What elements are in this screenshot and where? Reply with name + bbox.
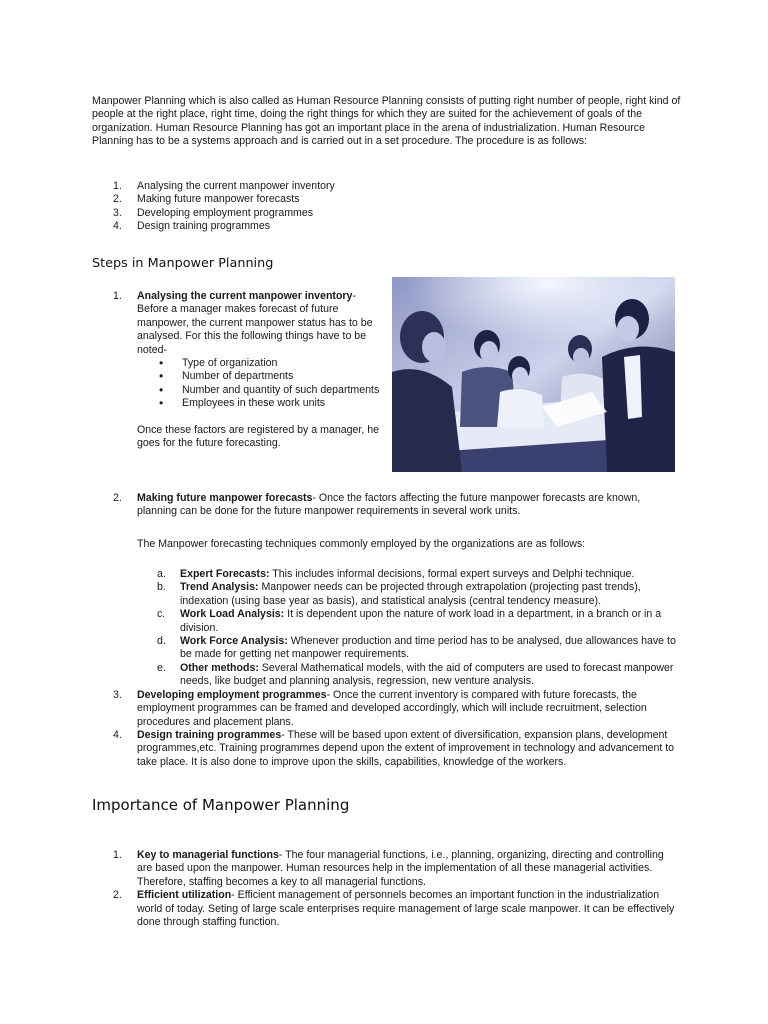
- importance-text: - The four managerial functions, i.e., planning, organizing, directing and controlling are based upon the manpower. Human resources help in the implementation of all these managerial activities. Therefore, staffing becomes a key to all managerial functions.: [137, 849, 664, 888]
- list-number: 3.: [113, 206, 122, 219]
- step-closing: Once these factors are registered by a manager, he goes for the future forecasting.: [137, 423, 380, 450]
- step-employment: [113, 689, 678, 729]
- technique-title: Trend Analysis:: [180, 581, 259, 594]
- heading-importance: Importance of Manpower Planning: [92, 796, 350, 814]
- list-number: 1.: [113, 180, 122, 192]
- list-letter: e.: [157, 661, 166, 674]
- list-item: [92, 220, 335, 233]
- step-row: [113, 689, 678, 729]
- importance-title: Efficient utilization: [137, 889, 232, 902]
- step-number: 2.: [113, 492, 122, 504]
- intro-paragraph: Manpower Planning which is also called as Human Resource Planning consists of putting right number of people, right kind of people at the right place, right time, doing the right things for which they are suited for the achievement of goals of the organization. Human Resource Planning has got an important place in the arena of industrialization. Human Resource Planning has to be a systems approach and is carried out in a set procedure. The procedure is as follows:: [92, 95, 681, 148]
- list-item: [157, 608, 677, 635]
- technique-title: Work Force Analysis:: [180, 635, 288, 648]
- step-title: Design training programmes: [137, 729, 282, 741]
- techniques-list: [157, 568, 677, 689]
- technique-text: It is dependent upon the nature of work load in a department, in a branch or in a division.: [180, 608, 662, 634]
- step-training: [113, 729, 678, 769]
- list-item: • Number and quantity of such departments: [159, 384, 383, 397]
- technique-text: Manpower needs can be projected through extrapolation (projecting past trends), indexation (using base year as basis), and statistical analysis (central tendency measure).: [180, 581, 641, 607]
- factor-bullet-list: [159, 357, 383, 411]
- list-item: [157, 635, 677, 662]
- list-letter: b.: [157, 581, 166, 594]
- list-item: [92, 193, 335, 206]
- list-item: • Type of organization: [159, 357, 383, 370]
- step-paragraph: [137, 492, 678, 519]
- step-number: 3.: [113, 689, 122, 701]
- list-item: [113, 849, 678, 889]
- step-row: [113, 492, 678, 519]
- photo-illustration: [392, 277, 675, 472]
- step-paragraph: [137, 729, 678, 769]
- list-item: [113, 889, 678, 929]
- list-letter: c.: [157, 608, 166, 621]
- importance-list: [113, 849, 678, 929]
- list-number: 2.: [113, 889, 122, 902]
- list-item: • Employees in these work units: [159, 397, 383, 410]
- technique-title: Expert Forecasts:: [180, 568, 270, 580]
- list-item: [157, 662, 677, 689]
- business-meeting-photo: [392, 277, 675, 472]
- step-title: Making future manpower forecasts: [137, 492, 313, 504]
- list-letter: a.: [157, 568, 166, 580]
- step-text: - Once the factors affecting the future manpower forecasts are known, planning can be done for the future manpower requirements in several work units.: [137, 492, 641, 518]
- step-forecasts: [113, 492, 678, 519]
- heading-steps: Steps in Manpower Planning: [92, 256, 274, 271]
- list-text: Analysing the current manpower inventory: [137, 180, 335, 192]
- list-item: [157, 581, 677, 608]
- step-row: [113, 729, 678, 769]
- list-text: Developing employment programmes: [137, 206, 314, 219]
- importance-paragraph: [137, 849, 678, 889]
- list-item: [92, 207, 335, 220]
- step-number: 4.: [113, 729, 122, 741]
- list-item: [157, 568, 677, 581]
- importance-text: - Efficient management of personnels becomes an important function in the industrialization world of today. Seting of large scale enterprises require management of large scale manpower. It can be effectively done through staffing function.: [137, 889, 675, 929]
- step-title: Analysing the current manpower inventory: [137, 290, 353, 302]
- technique-title: Work Load Analysis:: [180, 608, 285, 621]
- procedure-list: [92, 180, 335, 234]
- list-number: 4.: [113, 220, 122, 233]
- list-number: 1.: [113, 849, 122, 861]
- importance-title: Key to managerial functions: [137, 849, 279, 861]
- technique-text: Whenever production and time period has to be analysed, due allowances have to be made for getting net manpower requirements.: [180, 635, 676, 661]
- technique-text: Several Mathematical models, with the aid of computers are used to forecast manpower needs, like budget and planning analysis, regression, new venture analysis.: [180, 661, 674, 688]
- list-text: Design training programmes: [137, 220, 271, 233]
- step-title: Developing employment programmes: [137, 689, 327, 701]
- step-analysing: [113, 290, 383, 450]
- list-item: [92, 180, 335, 193]
- technique-title: Other methods:: [180, 661, 259, 674]
- step-number: 1.: [113, 290, 122, 302]
- importance-paragraph: [137, 889, 678, 929]
- step-paragraph: [137, 689, 678, 729]
- step-text: - These will be based upon extent of diversification, expansion plans, development programmes,etc. Training programmes depend upon the extent of improvement in technology and advancement to take place. It is also done to improve upon the skills, capabilities, knowledge of the workers.: [137, 729, 675, 768]
- list-item: • Number of departments: [159, 370, 383, 383]
- step-text: - Before a manager makes forecast of future manpower, the current manpower status has to be analysed. For this the following things have to be noted-: [137, 290, 373, 356]
- list-letter: d.: [157, 635, 166, 648]
- list-text: Making future manpower forecasts: [137, 193, 300, 206]
- technique-text: This includes informal decisions, formal expert surveys and Delphi technique.: [269, 568, 635, 580]
- techniques-intro: The Manpower forecasting techniques commonly employed by the organizations are as follows:: [137, 538, 586, 550]
- list-number: 2.: [113, 193, 122, 206]
- step-text: - Once the current inventory is compared with future forecasts, the employment programmes can be framed and developed accordingly, which will include recruitment, selection procedures and placement plans.: [137, 689, 647, 728]
- step-paragraph: [137, 290, 383, 357]
